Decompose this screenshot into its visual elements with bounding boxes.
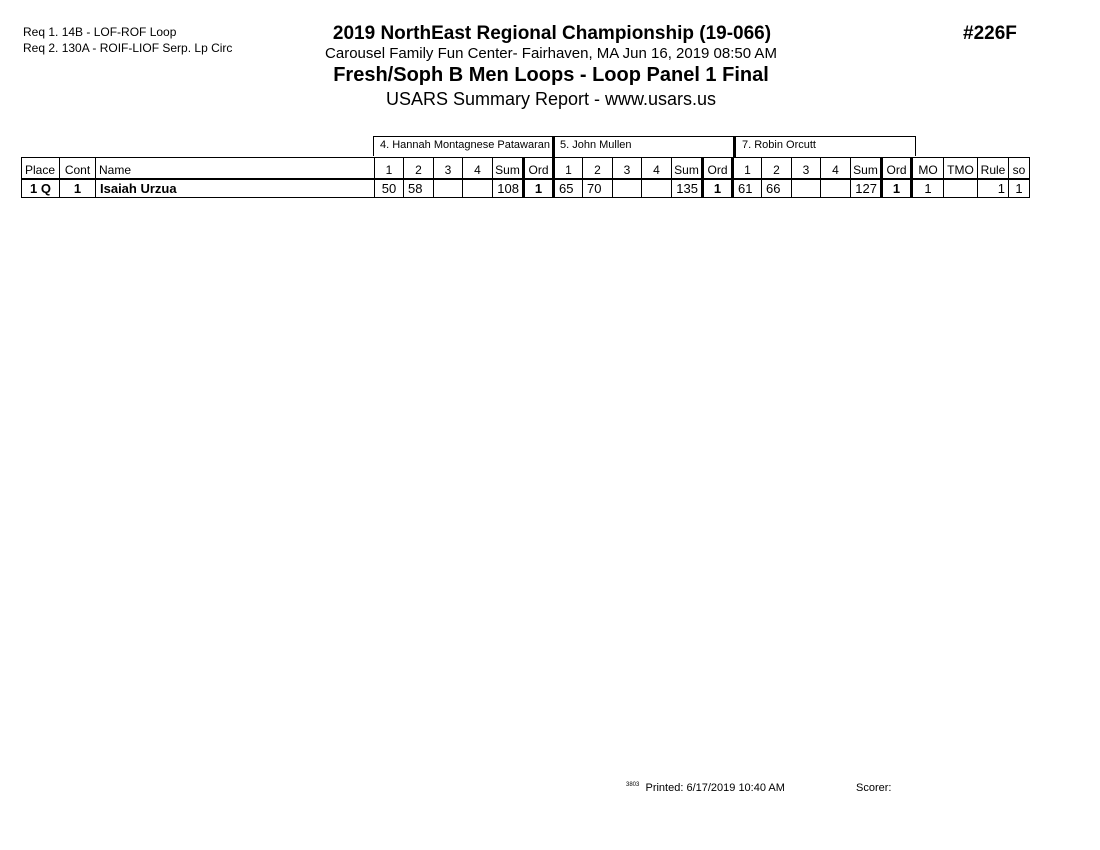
judge-header-2: 5. John Mullen <box>553 136 735 156</box>
j1-score-1: 50 <box>375 179 404 198</box>
report-code: 3803 <box>626 782 640 788</box>
j2-ordinal: 1 <box>703 179 733 198</box>
j2-score-1: 65 <box>554 179 583 198</box>
col-j3-s4: 4 <box>821 158 851 179</box>
report-line: USARS Summary Report - www.usars.us <box>385 89 717 109</box>
judge-separator <box>733 136 736 157</box>
j1-score-2: 58 <box>404 179 434 198</box>
j1-score-3 <box>434 179 463 198</box>
col-j2-s2: 2 <box>583 158 613 179</box>
table-row <box>22 179 1030 198</box>
j3-score-4 <box>821 179 851 198</box>
col-j2-s3: 3 <box>613 158 642 179</box>
mo-cell: 1 <box>912 179 944 198</box>
j2-score-2: 70 <box>583 179 613 198</box>
header-row <box>22 158 1030 179</box>
print-footer <box>626 782 785 794</box>
j3-score-3 <box>792 179 821 198</box>
j3-sum: 127 <box>851 179 882 198</box>
col-cont: Cont <box>60 158 96 179</box>
col-mo: MO <box>912 158 944 179</box>
place-cell: 1 Q <box>22 179 60 198</box>
col-j1-ord: Ord <box>524 158 554 179</box>
col-tmo: TMO <box>944 158 978 179</box>
location-line: Carousel Family Fun Center- Fairhaven, MA Jun 16, 2019 08:50 AM <box>325 45 777 62</box>
col-j3-s1: 1 <box>733 158 762 179</box>
col-j2-s4: 4 <box>642 158 672 179</box>
judge-header-3: 7. Robin Orcutt <box>735 136 916 156</box>
col-j3-s3: 3 <box>792 158 821 179</box>
j2-sum: 135 <box>672 179 703 198</box>
col-j2-sum: Sum <box>672 158 703 179</box>
col-rule: Rule <box>978 158 1009 179</box>
j2-score-4 <box>642 179 672 198</box>
tmo-cell <box>944 179 978 198</box>
j2-score-3 <box>613 179 642 198</box>
col-name: Name <box>96 158 375 179</box>
event-title: Fresh/Soph B Men Loops - Loop Panel 1 Final <box>333 64 769 86</box>
col-j1-s1: 1 <box>375 158 404 179</box>
j1-score-4 <box>463 179 493 198</box>
col-j3-ord: Ord <box>882 158 912 179</box>
col-j1-s2: 2 <box>404 158 434 179</box>
col-j1-s3: 3 <box>434 158 463 179</box>
j3-ordinal: 1 <box>882 179 912 198</box>
skater-name: Isaiah Urzua <box>96 179 375 198</box>
col-j3-sum: Sum <box>851 158 882 179</box>
j1-sum: 108 <box>493 179 524 198</box>
scorer-label: Scorer: <box>856 782 892 794</box>
col-j2-ord: Ord <box>703 158 733 179</box>
col-so: so <box>1009 158 1030 179</box>
judge-separator <box>552 136 555 157</box>
printed-timestamp: Printed: 6/17/2019 10:40 AM <box>645 782 785 794</box>
event-number: #226F <box>963 23 1017 44</box>
col-j3-s2: 2 <box>762 158 792 179</box>
col-j2-s1: 1 <box>554 158 583 179</box>
cont-cell: 1 <box>60 179 96 198</box>
j3-score-1: 61 <box>733 179 762 198</box>
so-cell: 1 <box>1009 179 1030 198</box>
competition-title: 2019 NorthEast Regional Championship (19-066) <box>332 23 772 44</box>
results-table <box>21 157 1030 198</box>
col-j1-s4: 4 <box>463 158 493 179</box>
rule-cell: 1 <box>978 179 1009 198</box>
col-place: Place <box>22 158 60 179</box>
j3-score-2: 66 <box>762 179 792 198</box>
requirement-1: Req 1. 14B - LOF-ROF Loop <box>23 25 177 39</box>
j1-ordinal: 1 <box>524 179 554 198</box>
col-j1-sum: Sum <box>493 158 524 179</box>
requirement-2: Req 2. 130A - ROIF-LIOF Serp. Lp Circ <box>23 41 233 55</box>
judge-header-1: 4. Hannah Montagnese Patawaran <box>373 136 553 156</box>
